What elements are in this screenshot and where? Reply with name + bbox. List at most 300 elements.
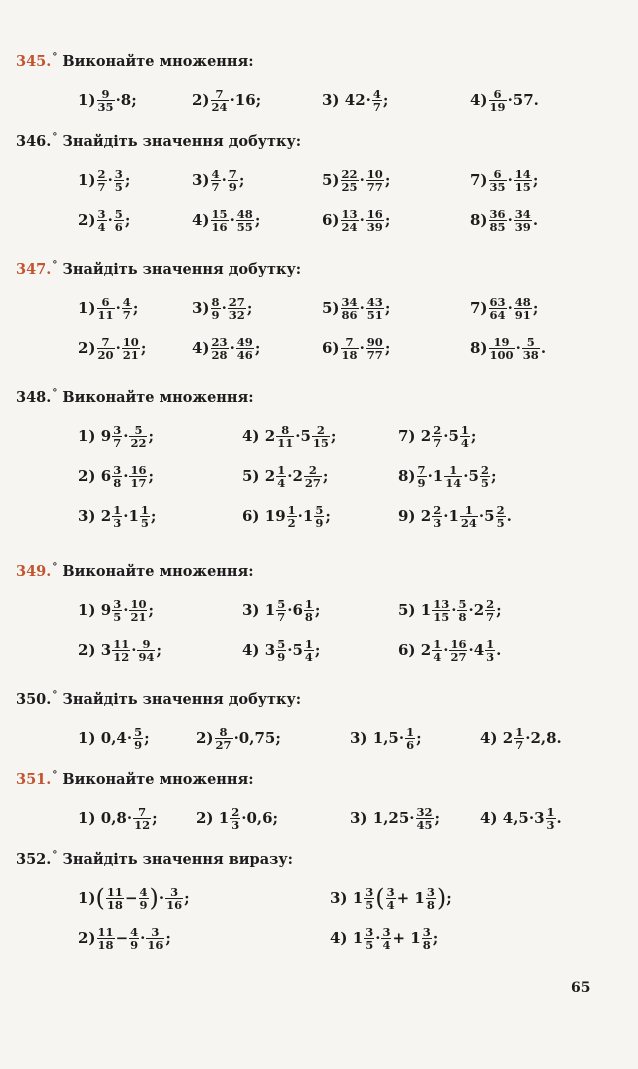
numerator: 5	[114, 206, 123, 221]
expression-text: −	[124, 889, 138, 907]
expression-text: ·	[515, 339, 521, 357]
parenthesis: (	[95, 884, 105, 912]
problem-item	[350, 800, 440, 836]
expression-text: 7)	[470, 299, 488, 317]
denominator: 9	[417, 475, 426, 490]
exercise-number: 346.	[16, 133, 52, 150]
fraction	[381, 926, 391, 951]
numerator: 2	[308, 462, 317, 477]
expression-text: 7) 2	[398, 427, 432, 445]
denominator: 24	[460, 515, 477, 530]
denominator: 8	[113, 475, 122, 490]
expression-text: ·	[123, 601, 129, 619]
fraction	[485, 598, 495, 623]
expression-text: ;	[314, 641, 321, 659]
fraction	[228, 296, 246, 321]
exercise-title: Знайдіть значення добутку:	[57, 691, 302, 708]
fraction	[112, 598, 122, 623]
expression-text: 5) 1	[398, 601, 432, 619]
numerator: 5	[315, 502, 324, 517]
fraction	[432, 598, 450, 623]
numerator: 4	[122, 294, 131, 309]
fraction	[97, 296, 115, 321]
fraction	[489, 336, 515, 361]
numerator: 3	[170, 884, 179, 899]
numerator: 6	[101, 294, 110, 309]
denominator: 18	[97, 937, 114, 952]
exercise-header	[16, 388, 254, 406]
fraction	[129, 424, 147, 449]
expression-text: ·57.	[507, 91, 539, 109]
fraction	[97, 926, 115, 951]
expression-text: 4) 1	[330, 929, 364, 947]
expression-text: .	[556, 809, 562, 827]
problem-item	[322, 290, 390, 326]
expression-text: 6)	[322, 211, 340, 229]
numerator: 11	[113, 636, 130, 651]
expression-text: 6)	[322, 339, 340, 357]
denominator: 24	[341, 219, 358, 234]
denominator: 14	[445, 475, 462, 490]
denominator: 11	[97, 307, 114, 322]
expression-text: ·	[451, 601, 457, 619]
expression-text: ·8;	[115, 91, 137, 109]
denominator: 46	[236, 347, 253, 362]
expression-text: 2)	[78, 929, 96, 947]
expression-text: ·	[507, 171, 513, 189]
numerator: 5	[277, 596, 286, 611]
fraction	[341, 296, 359, 321]
expression-text: ·	[229, 211, 235, 229]
numerator: 16	[450, 636, 467, 651]
numerator: 4	[139, 884, 148, 899]
problem-item	[322, 330, 390, 366]
fraction	[122, 336, 140, 361]
denominator: 6	[406, 737, 415, 752]
denominator: 3	[546, 817, 555, 832]
exercise-number: 351.	[16, 771, 52, 788]
expression-text: ;	[148, 601, 155, 619]
numerator: 43	[366, 294, 383, 309]
denominator: 8	[426, 897, 435, 912]
fraction	[366, 168, 384, 193]
expression-text: ·1	[297, 507, 314, 525]
expression-text: ;	[384, 171, 391, 189]
numerator: 63	[489, 294, 506, 309]
denominator: 21	[122, 347, 139, 362]
numerator: 8	[211, 294, 220, 309]
expression-text: ;	[325, 507, 331, 525]
expression-text: ·5	[478, 507, 495, 525]
denominator: 35	[97, 99, 114, 114]
denominator: 38	[522, 347, 539, 362]
expression-text: ;	[254, 211, 261, 229]
fraction	[341, 336, 359, 361]
exercise-number: 352.	[16, 851, 52, 868]
problem-item	[78, 162, 130, 198]
fraction	[444, 464, 462, 489]
numerator: 2	[97, 166, 106, 181]
numerator: 3	[114, 166, 123, 181]
fraction	[312, 424, 330, 449]
numerator: 1	[140, 502, 149, 517]
numerator: 4	[211, 166, 220, 181]
numerator: 10	[122, 334, 139, 349]
numerator: 11	[106, 884, 123, 899]
numerator: 11	[97, 924, 114, 939]
expression-text: 5) 2	[242, 467, 276, 485]
denominator: 8	[422, 937, 431, 952]
exercise-title: Знайдіть значення добутку:	[57, 133, 302, 150]
numerator: 90	[366, 334, 383, 349]
problem-item	[330, 920, 438, 956]
denominator: 16	[147, 937, 164, 952]
fraction	[106, 886, 124, 911]
problem-item	[78, 418, 154, 454]
exercise-title: Знайдіть значення виразу:	[57, 851, 293, 868]
exercise-number: 349.	[16, 563, 52, 580]
expression-text: 1) 9	[78, 427, 112, 445]
numerator: 9	[142, 636, 151, 651]
numerator: 1	[433, 636, 442, 651]
expression-text: + 1	[396, 889, 425, 907]
fraction	[97, 208, 107, 233]
numerator: 4	[130, 924, 139, 939]
denominator: 7	[211, 179, 220, 194]
fraction	[457, 598, 467, 623]
expression-text: 1)	[78, 91, 96, 109]
fraction	[417, 464, 427, 489]
problem-item	[470, 82, 539, 118]
expression-text: ;	[184, 889, 190, 907]
denominator: 7	[515, 737, 524, 752]
problem-item	[196, 720, 281, 756]
fraction	[211, 88, 229, 113]
denominator: 9	[139, 897, 148, 912]
problem-item	[78, 82, 137, 118]
problem-item	[78, 202, 130, 238]
fraction	[97, 336, 115, 361]
denominator: 3	[113, 515, 122, 530]
expression-text: ;	[496, 601, 502, 619]
expression-text: 7)	[470, 171, 488, 189]
expression-text: 1) 0,4·	[78, 729, 133, 747]
problem-item	[470, 162, 538, 198]
expression-text: ;	[382, 91, 389, 109]
numerator: 15	[211, 206, 228, 221]
expression-text: ;	[314, 601, 321, 619]
problem-item	[322, 162, 390, 198]
denominator: 86	[341, 307, 358, 322]
difficulty-mark: °	[52, 52, 58, 63]
expression-text: ·2,8.	[525, 729, 562, 747]
fraction	[514, 168, 532, 193]
numerator: 1	[449, 462, 458, 477]
problem-item	[330, 880, 452, 916]
denominator: 7	[486, 609, 495, 624]
parenthesis: (	[375, 884, 385, 912]
denominator: 39	[366, 219, 383, 234]
fraction	[480, 464, 490, 489]
expression-text: ;	[384, 211, 391, 229]
fraction	[276, 464, 286, 489]
denominator: 39	[514, 219, 531, 234]
difficulty-mark: °	[52, 850, 58, 861]
expression-text: 8)	[470, 339, 488, 357]
expression-text: 3) 1,5·	[350, 729, 405, 747]
exercise-header	[16, 690, 301, 708]
denominator: 9	[315, 515, 324, 530]
expression-text: ;	[156, 641, 163, 659]
denominator: 7	[113, 435, 122, 450]
denominator: 5	[114, 179, 123, 194]
expression-text: 1)	[78, 171, 96, 189]
expression-text: ;	[148, 427, 155, 445]
fraction	[489, 296, 507, 321]
expression-text: ;	[132, 299, 139, 317]
denominator: 85	[489, 219, 506, 234]
problem-item	[398, 458, 496, 494]
numerator: 34	[341, 294, 358, 309]
denominator: 9	[228, 179, 237, 194]
fraction	[386, 886, 396, 911]
numerator: 7	[101, 334, 110, 349]
problem-item	[242, 498, 331, 534]
denominator: 25	[341, 179, 358, 194]
numerator: 34	[514, 206, 531, 221]
expression-text: 2)	[196, 729, 214, 747]
fraction	[485, 638, 495, 663]
expression-text: ·1	[427, 467, 444, 485]
problem-item	[78, 592, 154, 628]
difficulty-mark: °	[52, 770, 58, 781]
problem-item	[322, 82, 388, 118]
problem-item	[192, 290, 252, 326]
fraction	[211, 296, 221, 321]
exercise-number: 347.	[16, 261, 52, 278]
problem-item	[242, 592, 320, 628]
fraction	[133, 806, 151, 831]
numerator: 13	[341, 206, 358, 221]
denominator: 22	[130, 435, 147, 450]
denominator: 7	[122, 307, 131, 322]
expression-text: ·	[221, 171, 227, 189]
expression-text: −	[115, 929, 129, 947]
numerator: 48	[514, 294, 531, 309]
difficulty-mark: °	[52, 260, 58, 271]
expression-text: 1)	[78, 299, 96, 317]
fraction	[364, 886, 374, 911]
numerator: 5	[134, 422, 143, 437]
page-number: 65	[571, 980, 591, 996]
problem-item	[78, 920, 171, 956]
denominator: 5	[365, 897, 374, 912]
numerator: 49	[236, 334, 253, 349]
denominator: 9	[277, 649, 286, 664]
fraction	[449, 638, 467, 663]
denominator: 2	[287, 515, 296, 530]
exercise-header	[16, 132, 301, 150]
numerator: 3	[113, 462, 122, 477]
denominator: 5	[140, 515, 149, 530]
numerator: 7	[138, 804, 147, 819]
problem-item	[196, 800, 278, 836]
fraction	[489, 168, 507, 193]
expression-text: ·	[115, 339, 121, 357]
difficulty-mark: °	[52, 562, 58, 573]
denominator: 35	[489, 179, 506, 194]
problem-item	[78, 632, 162, 668]
expression-text: ;	[238, 171, 245, 189]
difficulty-mark: °	[52, 690, 58, 701]
expression-text: 2) 6	[78, 467, 112, 485]
expression-text: ·16;	[229, 91, 262, 109]
fraction	[366, 336, 384, 361]
exercise-number: 350.	[16, 691, 52, 708]
fraction	[489, 208, 507, 233]
fraction	[276, 638, 286, 663]
numerator: 6	[493, 166, 502, 181]
exercise-number: 348.	[16, 389, 52, 406]
numerator: 1	[546, 804, 555, 819]
fraction	[366, 208, 384, 233]
expression-text: 4)	[192, 339, 210, 357]
numerator: 9	[101, 86, 110, 101]
expression-text: ·5	[295, 427, 311, 445]
problem-item	[78, 290, 138, 326]
numerator: 2	[433, 502, 442, 517]
denominator: 4	[460, 435, 469, 450]
numerator: 16	[366, 206, 383, 221]
fraction	[97, 168, 107, 193]
fraction	[215, 726, 233, 751]
numerator: 2	[433, 422, 442, 437]
expression-text: ;	[532, 299, 539, 317]
denominator: 32	[228, 307, 245, 322]
problem-item	[242, 458, 328, 494]
numerator: 2	[486, 596, 495, 611]
fraction	[514, 726, 524, 751]
expression-text: ·	[229, 339, 235, 357]
fraction	[230, 806, 240, 831]
fraction	[114, 208, 124, 233]
denominator: 3	[433, 515, 442, 530]
denominator: 4	[382, 937, 391, 952]
fraction	[236, 336, 254, 361]
exercise-title: Виконайте множення:	[57, 771, 254, 788]
denominator: 5	[480, 475, 489, 490]
fraction	[496, 504, 506, 529]
denominator: 17	[130, 475, 147, 490]
expression-text: ·	[359, 299, 365, 317]
expression-text: ;	[470, 427, 477, 445]
expression-text: 8)	[470, 211, 488, 229]
denominator: 15	[312, 435, 329, 450]
expression-text: ·2	[468, 601, 485, 619]
numerator: 8	[281, 422, 290, 437]
numerator: 3	[151, 924, 160, 939]
expression-text: 4)	[470, 91, 488, 109]
denominator: 12	[134, 817, 151, 832]
numerator: 8	[219, 724, 228, 739]
expression-text: 4) 3	[242, 641, 276, 659]
problem-item	[398, 592, 502, 628]
expression-text: 6) 19	[242, 507, 286, 525]
denominator: 94	[138, 649, 155, 664]
numerator: 1	[464, 502, 473, 517]
denominator: 3	[486, 649, 495, 664]
numerator: 1	[460, 422, 469, 437]
numerator: 2	[496, 502, 505, 517]
fraction	[432, 424, 442, 449]
numerator: 19	[493, 334, 510, 349]
numerator: 3	[97, 206, 106, 221]
exercise-header	[16, 770, 254, 788]
fraction	[137, 638, 155, 663]
denominator: 7	[97, 179, 106, 194]
expression-text: 3)	[192, 171, 210, 189]
fraction	[146, 926, 164, 951]
expression-text: 2)	[78, 339, 96, 357]
fraction	[489, 88, 507, 113]
expression-text: + 1	[392, 929, 421, 947]
numerator: 7	[215, 86, 224, 101]
expression-text: ;	[384, 339, 391, 357]
fraction	[514, 208, 532, 233]
expression-text: ·	[115, 299, 121, 317]
expression-text: ;	[446, 889, 452, 907]
expression-text: ;	[330, 427, 337, 445]
numerator: 16	[130, 462, 147, 477]
expression-text: 8)	[398, 467, 416, 485]
fraction	[304, 464, 322, 489]
denominator: 15	[433, 609, 450, 624]
denominator: 5	[496, 515, 505, 530]
numerator: 36	[489, 206, 506, 221]
denominator: 18	[106, 897, 123, 912]
expression-text: ·	[359, 211, 365, 229]
fraction	[372, 88, 382, 113]
fraction	[366, 296, 384, 321]
numerator: 2	[480, 462, 489, 477]
denominator: 100	[489, 347, 514, 362]
fraction	[114, 168, 124, 193]
expression-text: 5)	[322, 171, 340, 189]
denominator: 55	[236, 219, 253, 234]
fraction	[341, 208, 359, 233]
numerator: 4	[372, 86, 381, 101]
numerator: 10	[366, 166, 383, 181]
numerator: 1	[304, 636, 313, 651]
denominator: 6	[114, 219, 123, 234]
problem-item	[192, 330, 260, 366]
expression-text: ;	[165, 929, 171, 947]
expression-text: ;	[246, 299, 253, 317]
denominator: 27	[304, 475, 321, 490]
denominator: 7	[277, 609, 286, 624]
numerator: 32	[416, 804, 433, 819]
numerator: 1	[113, 502, 122, 517]
denominator: 51	[366, 307, 383, 322]
exercise-header	[16, 562, 254, 580]
expression-text: ·1	[443, 507, 459, 525]
fraction	[112, 504, 122, 529]
denominator: 9	[211, 307, 220, 322]
fraction	[426, 886, 436, 911]
expression-text: ·4	[468, 641, 485, 659]
denominator: 5	[365, 937, 374, 952]
fraction	[129, 464, 147, 489]
